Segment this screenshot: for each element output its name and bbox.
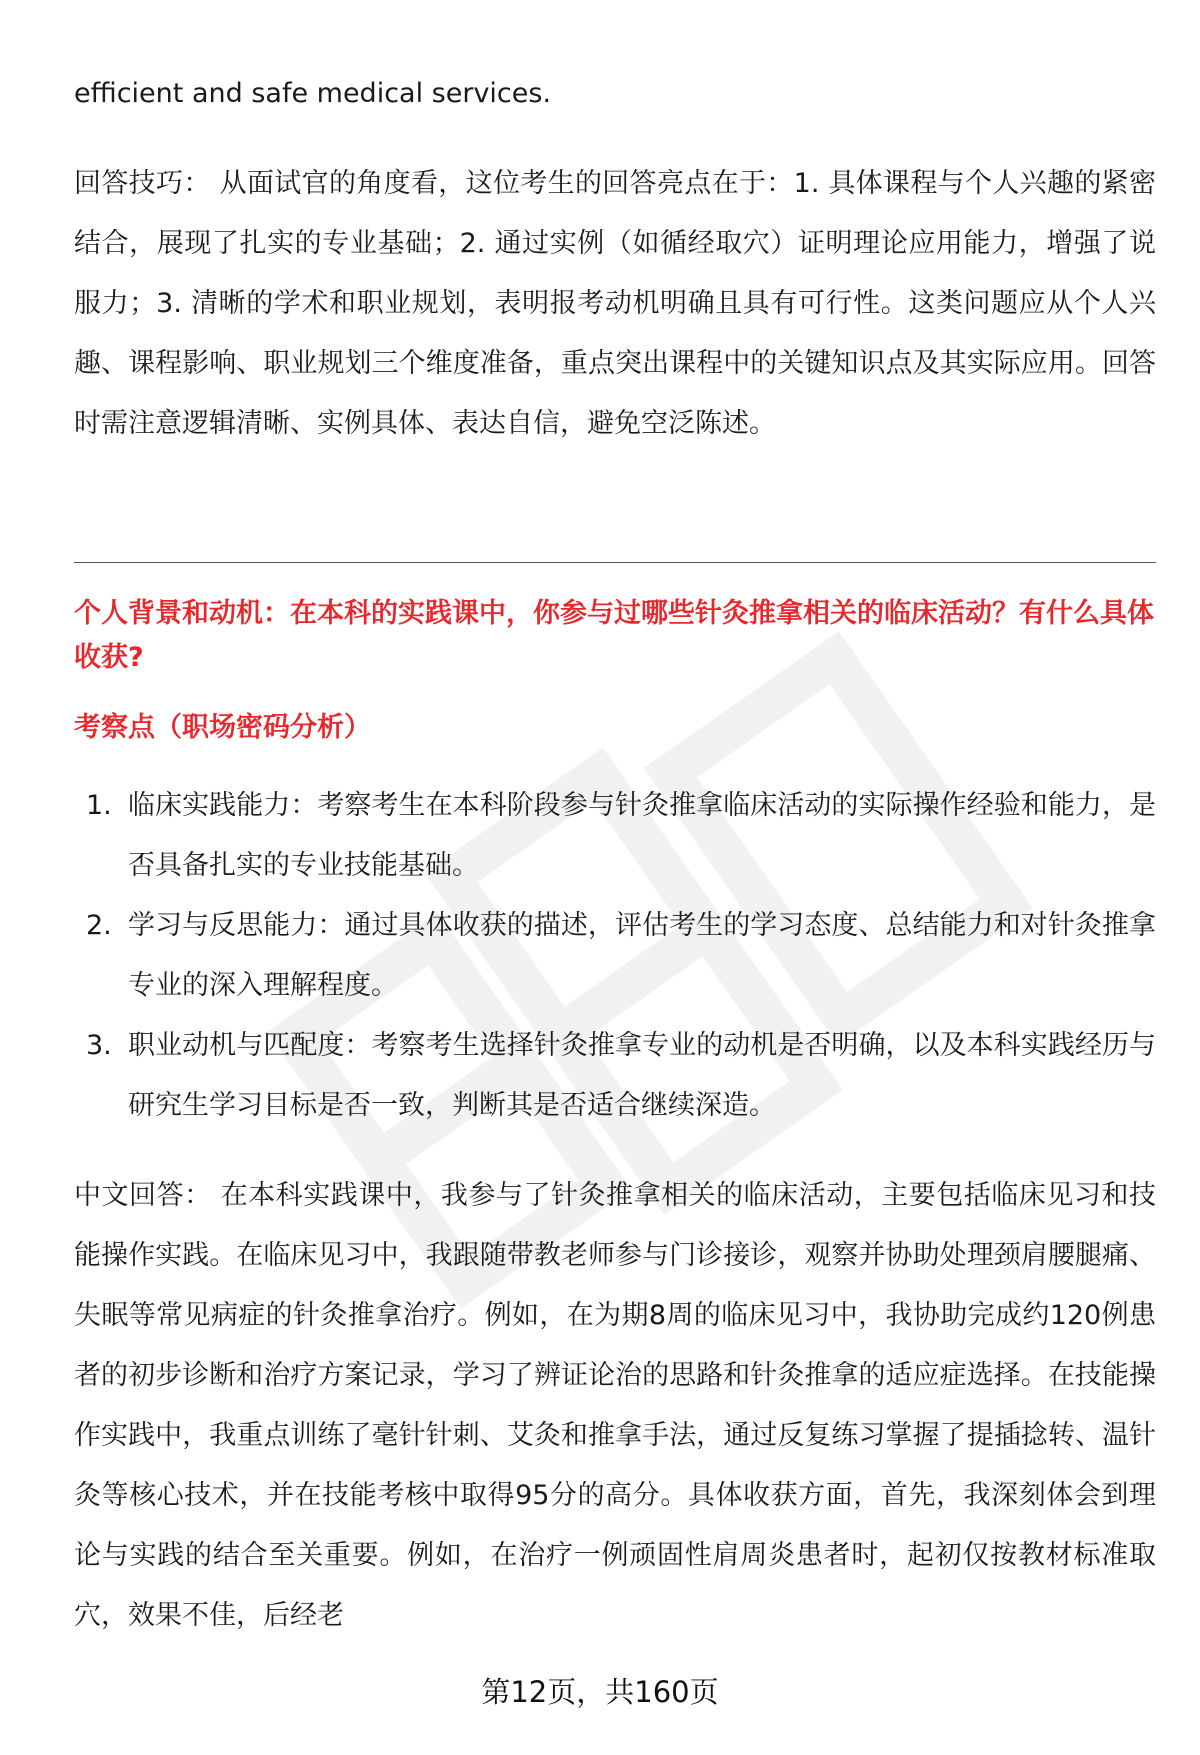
list-item-text: 临床实践能力：考察考生在本科阶段参与针灸推拿临床活动的实际操作经验和能力，是否具备扎实的专业技能基础。 [128, 790, 1156, 881]
list-item-text: 学习与反思能力：通过具体收获的描述，评估考生的学习态度、总结能力和对针灸推拿专业的深入理解程度。 [128, 910, 1156, 1001]
list-item [74, 896, 1156, 1016]
tip-text: 从面试官的角度看，这位考生的回答亮点在于：1. 具体课程与个人兴趣的紧密结合，展现了扎实的专业基础；2. 通过实例（如循经取穴）证明理论应用能力，增强了说服力；3. 清晰的学术和职业规划，表明报考动机明确且具有可行性。这类问题应从个人兴趣、课程影响、职业规划三个维度准备，重点突出课程中的关键知识点及其实际应用。回答时需注意逻辑清晰、实例具体、表达自信，避免空泛陈述。 [74, 168, 1156, 439]
list-item-number: 3. [86, 1030, 112, 1061]
intro-tail-text: efficient and safe medical services. [74, 78, 552, 109]
question-heading: 个人背景和动机：在本科的实践课中，你参与过哪些针灸推拿相关的临床活动？有什么具体收获? [74, 598, 1154, 673]
list-item-text: 职业动机与匹配度：考察考生选择针灸推拿专业的动机是否明确，以及本科实践经历与研究生学习目标是否一致，判断其是否适合继续深造。 [128, 1030, 1156, 1121]
answer-tip-paragraph [74, 154, 1156, 454]
section-divider [74, 562, 1156, 563]
list-item-number: 1. [86, 790, 112, 821]
list-item-number: 2. [86, 910, 112, 941]
answer-text: 在本科实践课中，我参与了针灸推拿相关的临床活动，主要包括临床见习和技能操作实践。在临床见习中，我跟随带教老师参与门诊接诊，观察并协助处理颈肩腰腿痛、失眠等常见病症的针灸推拿治疗。例如，在为期8周的临床见习中，我协助完成约120例患者的初步诊断和治疗方案记录，学习了辨证论治的思路和针灸推拿的适应症选择。在技能操作实践中，我重点训练了毫针针刺、艾灸和推拿手法，通过反复练习掌握了提插捻转、温针灸等核心技术，并在技能考核中取得95分的高分。具体收获方面，首先，我深刻体会到理论与实践的结合至关重要。例如，在治疗一例顽固性肩周炎患者时，起初仅按教材标准取穴，效果不佳，后经老 [74, 1180, 1156, 1631]
list-item [74, 1016, 1156, 1136]
chinese-answer-paragraph [74, 1166, 1156, 1646]
answer-label: 中文回答： [74, 1180, 212, 1211]
tip-label: 回答技巧： [74, 168, 211, 199]
list-item [74, 776, 1156, 896]
page-number-footer: 第12页，共160页 [481, 1675, 719, 1709]
evaluation-points-list [74, 776, 1156, 1136]
section-title: 考察点（职场密码分析） [74, 712, 371, 743]
